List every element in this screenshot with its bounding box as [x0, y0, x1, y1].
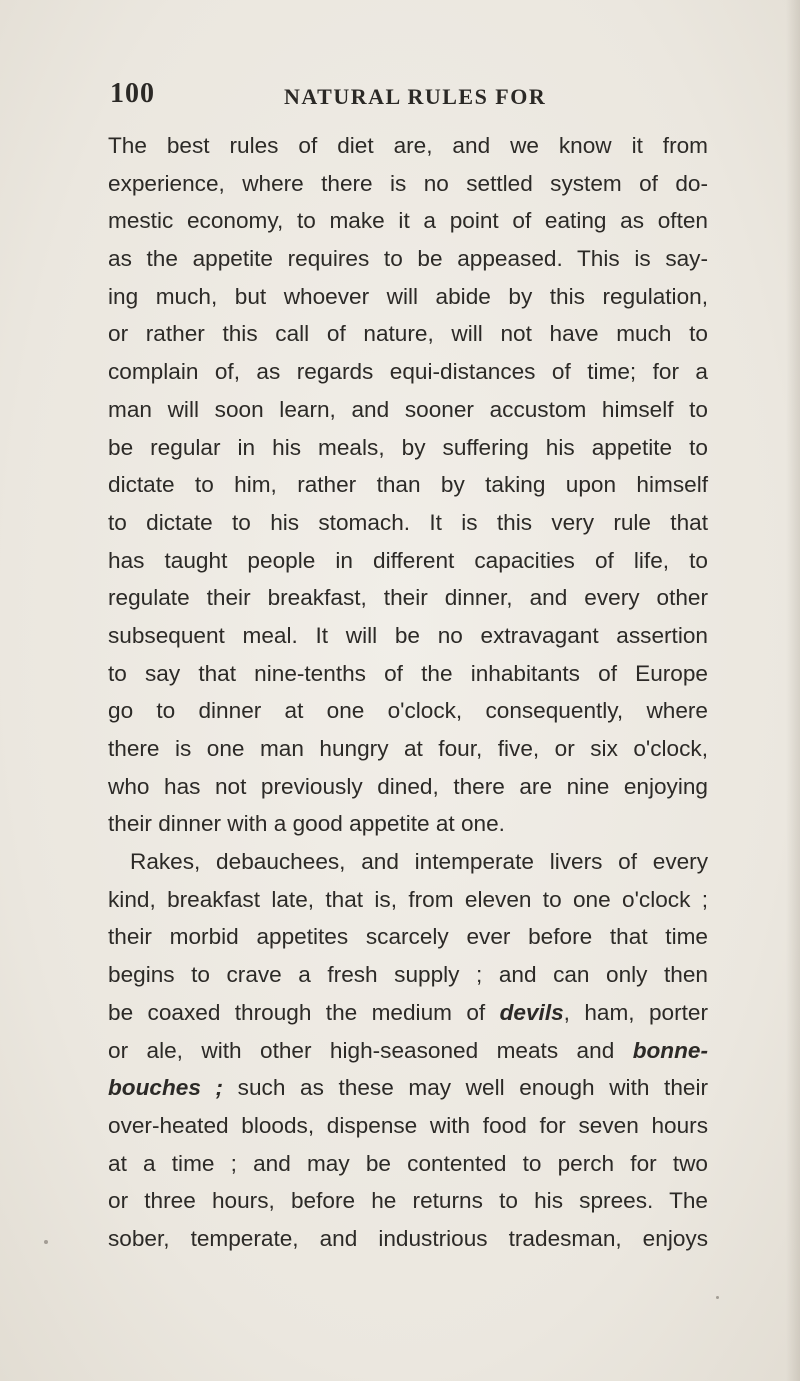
text-line-2: experience, where there is no settled system of do-	[108, 170, 708, 196]
text-line-24-pre: be coaxed through the medium of	[108, 999, 500, 1025]
page-edge-shadow	[786, 0, 800, 1381]
text-line-22: their morbid appetites scarcely ever before that time	[108, 924, 708, 950]
page-header	[110, 78, 700, 118]
paper-speck	[716, 1296, 719, 1299]
text-line-19: their dinner with a good appetite at one.	[108, 811, 505, 837]
text-line-16: go to dinner at one o'clock, consequently, where	[108, 698, 708, 724]
text-line-7: complain of, as regards equi-distances of time; for a	[108, 359, 708, 385]
page-number: 100	[110, 78, 155, 109]
text-line-28: at a time ; and may be contented to perch for two	[108, 1150, 708, 1176]
text-line-8: man will soon learn, and sooner accustom himself to	[108, 396, 708, 422]
text-line-14: subsequent meal. It will be no extravagant assertion	[108, 622, 708, 648]
text-line-15: to say that nine-tenths of the inhabitants of Europe	[108, 660, 708, 686]
text-line-11: to dictate to his stomach. It is this very rule that	[108, 509, 708, 535]
text-line-25-pre: or ale, with other high-seasoned meats and	[108, 1037, 633, 1063]
text-line-5: ing much, but whoever will abide by this regulation,	[108, 283, 708, 309]
text-line-23: begins to crave a fresh supply ; and can only then	[108, 962, 708, 988]
text-line-25	[108, 1032, 708, 1070]
paper-speck	[44, 1240, 48, 1244]
text-line-26	[108, 1069, 708, 1107]
text-line-21: kind, breakfast late, that is, from eleven to one o'clock ;	[108, 886, 708, 912]
running-head: NATURAL RULES FOR	[284, 84, 547, 109]
text-line-18: who has not previously dined, there are nine enjoying	[108, 773, 708, 799]
text-line-13: regulate their breakfast, their dinner, and every other	[108, 585, 708, 611]
text-line-10: dictate to him, rather than by taking upon himself	[108, 472, 708, 498]
text-line-3: mestic economy, to make it a point of eating as often	[108, 208, 708, 234]
body-text	[108, 127, 708, 1258]
text-line-20: Rakes, debauchees, and intemperate livers of every	[130, 849, 708, 875]
italic-bonne: bonne-	[632, 1037, 708, 1063]
text-line-30: sober, temperate, and industrious tradesman, enjoys	[108, 1225, 708, 1251]
text-line-4: as the appetite requires to be appeased. This is say-	[108, 246, 708, 272]
italic-devils: devils	[499, 999, 564, 1025]
text-line-6: or rather this call of nature, will not have much to	[108, 321, 708, 347]
text-line-26-post: such as these may well enough with their	[223, 1075, 708, 1101]
text-line-24	[108, 994, 708, 1032]
text-line-27: over-heated bloods, dispense with food for seven hours	[108, 1112, 708, 1138]
text-line-24-post: , ham, porter	[563, 999, 708, 1025]
italic-bouches: bouches ;	[108, 1075, 224, 1101]
text-line-12: has taught people in different capacities of life, to	[108, 547, 708, 573]
text-line-9: be regular in his meals, by suffering his appetite to	[108, 434, 708, 460]
text-line-1: The best rules of diet are, and we know it from	[108, 133, 708, 158]
text-line-29: or three hours, before he returns to his sprees. The	[108, 1188, 708, 1214]
text-line-17: there is one man hungry at four, five, or six o'clock,	[108, 736, 708, 761]
